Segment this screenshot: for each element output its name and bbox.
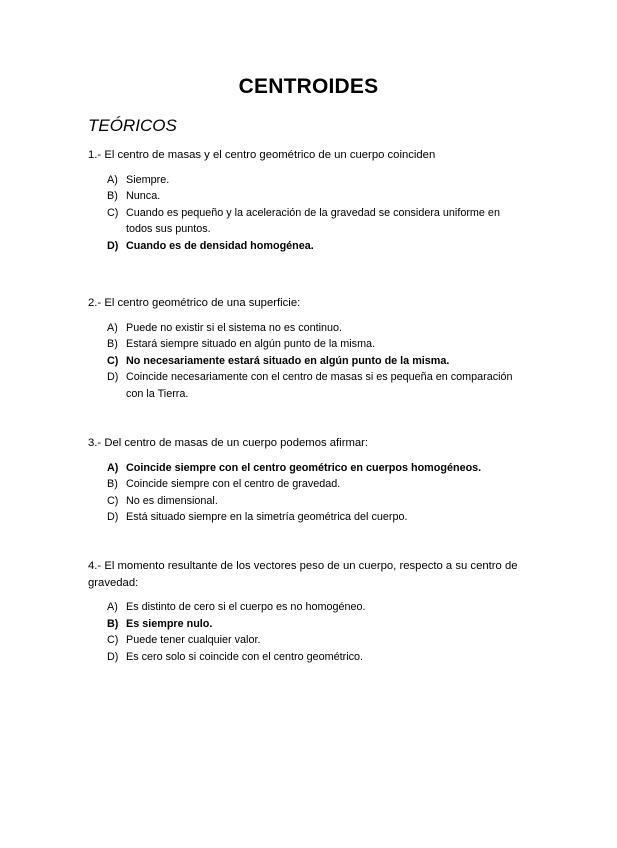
option-letter: B) xyxy=(107,478,118,490)
option-text: Puede no existir si el sistema no es continuo. xyxy=(126,321,343,334)
option-text: Coincide siempre con el centro de gravedad. xyxy=(126,478,341,490)
option-letter: D) xyxy=(107,371,119,383)
answer-options xyxy=(88,320,528,403)
answer-option xyxy=(88,336,528,353)
option-text: Cuando es pequeño y la aceleración de la gravedad se considera uniforme en todos sus puntos. xyxy=(126,206,500,235)
option-letter: D) xyxy=(107,239,119,252)
option-text: Es cero solo si coincide con el centro geométrico. xyxy=(126,650,364,663)
answer-option xyxy=(88,460,528,477)
option-text: No necesariamente estará situado en algún punto de la misma. xyxy=(126,354,450,367)
option-letter: A) xyxy=(107,461,119,474)
answer-options xyxy=(88,460,528,526)
option-text: Es distinto de cero si el cuerpo es no homogéneo. xyxy=(126,601,366,613)
option-text: Nunca. xyxy=(126,190,161,202)
option-text: Coincide necesariamente con el centro de masas si es pequeña en comparación con la Tierra. xyxy=(126,371,513,400)
option-text: No es dimensional. xyxy=(126,494,218,507)
option-text: Cuando es de densidad homogénea. xyxy=(126,239,314,252)
answer-option xyxy=(88,599,528,616)
option-letter: B) xyxy=(107,190,118,202)
option-text: Estará siempre situado en algún punto de la misma. xyxy=(126,338,376,350)
option-letter: A) xyxy=(107,601,118,613)
answer-option xyxy=(88,188,528,205)
option-letter: D) xyxy=(107,511,119,523)
option-letter: C) xyxy=(107,634,119,646)
option-letter: B) xyxy=(107,338,118,350)
answer-option xyxy=(88,205,528,238)
option-letter: D) xyxy=(107,650,119,663)
question-text: 2.- El centro geométrico de una superficie: xyxy=(88,297,301,309)
answer-option xyxy=(88,509,528,526)
question-text: 1.- El centro de masas y el centro geométrico de un cuerpo coinciden xyxy=(88,149,436,161)
answer-option xyxy=(88,369,528,402)
option-letter: A) xyxy=(107,173,118,186)
question-text: 4.- El momento resultante de los vectores peso de un cuerpo, respecto a su centro de gravedad: xyxy=(88,560,518,589)
answer-option xyxy=(88,320,528,337)
option-text: Siempre. xyxy=(126,173,170,186)
question-text: 3.- Del centro de masas de un cuerpo podemos afirmar: xyxy=(88,437,369,449)
option-letter: C) xyxy=(107,354,119,367)
option-text: Está situado siempre en la simetría geométrica del cuerpo. xyxy=(126,511,408,523)
answer-option xyxy=(88,632,528,649)
option-text: Es siempre nulo. xyxy=(126,617,213,630)
option-letter: C) xyxy=(107,494,119,507)
question-3 xyxy=(88,435,528,526)
answer-option xyxy=(88,616,528,633)
section-heading: TEÓRICOS xyxy=(88,116,177,135)
option-letter: A) xyxy=(107,321,118,334)
answer-option xyxy=(88,238,528,255)
question-4 xyxy=(88,558,528,665)
answer-option xyxy=(88,476,528,493)
option-text: Puede tener cualquier valor. xyxy=(126,634,261,646)
question-2 xyxy=(88,295,528,402)
answer-options xyxy=(88,172,528,255)
answer-option xyxy=(88,493,528,510)
answer-option xyxy=(88,172,528,189)
answer-option xyxy=(88,353,528,370)
page-title: CENTROIDES xyxy=(238,75,379,98)
option-text: Coincide siempre con el centro geométrico en cuerpos homogéneos. xyxy=(126,461,482,474)
option-letter: C) xyxy=(107,206,119,219)
answer-option xyxy=(88,649,528,666)
answer-options xyxy=(88,599,528,665)
option-letter: B) xyxy=(107,617,119,630)
question-1 xyxy=(88,147,528,254)
